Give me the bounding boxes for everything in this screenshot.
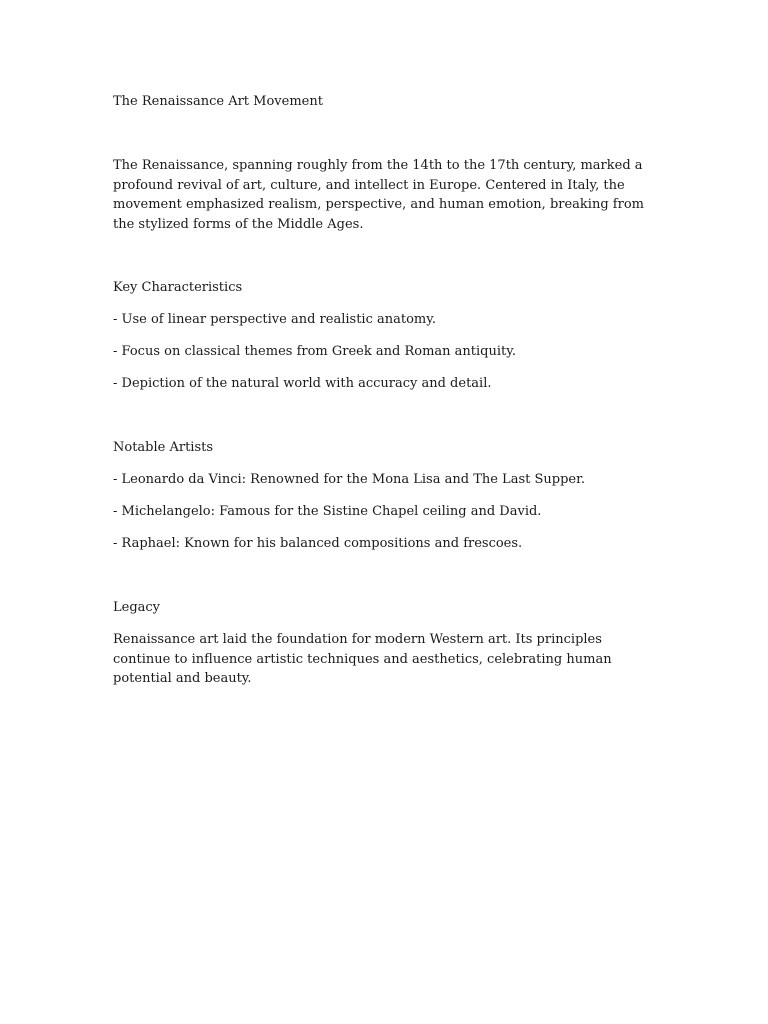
- artist-item: - Raphael: Known for his balanced compositions and frescoes.: [113, 536, 523, 551]
- artist-item: - Michelangelo: Famous for the Sistine Chapel ceiling and David.: [113, 504, 542, 519]
- characteristic-item: - Depiction of the natural world with accuracy and detail.: [113, 376, 492, 391]
- key-characteristics-heading: Key Characteristics: [113, 280, 243, 295]
- legacy-paragraph: Renaissance art laid the foundation for modern Western art. Its principles continue to influence artistic techniques and aesthetics, celebrating human potential and beauty.: [113, 632, 612, 686]
- artist-item: - Leonardo da Vinci: Renowned for the Mona Lisa and The Last Supper.: [113, 472, 586, 487]
- characteristic-item: - Focus on classical themes from Greek and Roman antiquity.: [113, 344, 516, 359]
- document-title: The Renaissance Art Movement: [113, 94, 323, 109]
- notable-artists-heading: Notable Artists: [113, 440, 214, 455]
- legacy-heading: Legacy: [113, 600, 161, 615]
- characteristic-item: - Use of linear perspective and realistic anatomy.: [113, 312, 436, 327]
- intro-paragraph: The Renaissance, spanning roughly from the 14th to the 17th century, marked a profound revival of art, culture, and intellect in Europe. Centered in Italy, the movement emphasized realism, perspective, and human emotion, breaking from the stylized forms of the Middle Ages.: [113, 158, 644, 232]
